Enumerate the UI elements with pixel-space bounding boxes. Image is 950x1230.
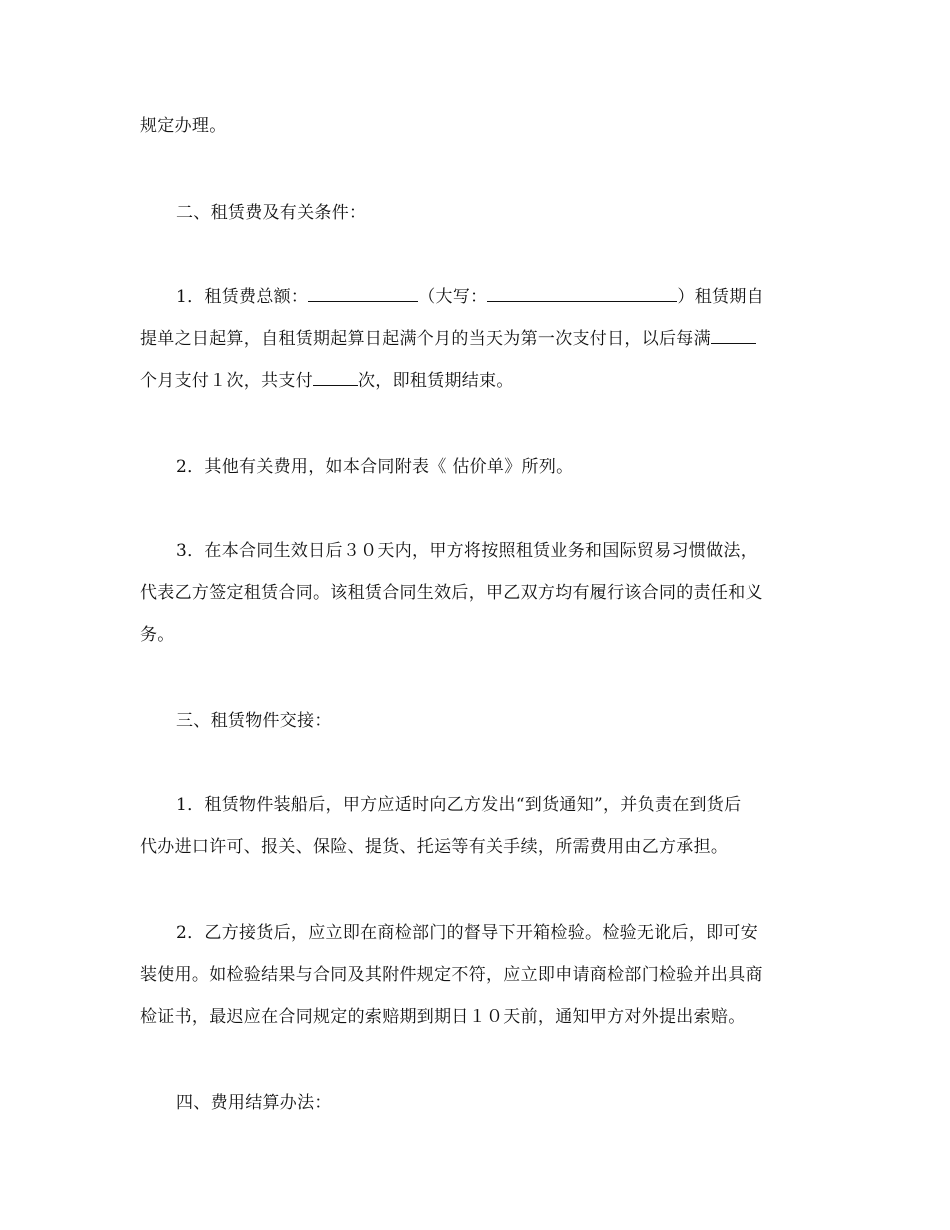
clause-3-2-line-3: 检证书，最迟应在合同规定的索赔期到期日１０天前，通知甲方对外提出索赔。 (140, 1007, 746, 1027)
section-heading-3: 三、租赁物件交接： (176, 711, 332, 731)
text-segment: 个月支付１次，共支付 (140, 371, 313, 391)
clause-2-1-line-2 (140, 327, 756, 351)
fill-blank (487, 285, 677, 302)
text-segment: ）租赁期自 (677, 287, 764, 307)
section-heading-4: 四、费用结算办法： (176, 1093, 332, 1113)
fill-blank (313, 369, 358, 386)
clause-3-1-line-1: 1．租赁物件装船后，甲方应适时向乙方发出“到货通知”，并负责在到货后 (176, 795, 742, 815)
clause-2-3-line-2: 代表乙方签定租赁合同。该租赁合同生效后，甲乙双方均有履行该合同的责任和义 (140, 583, 763, 603)
clause-2-2: 2．其他有关费用，如本合同附表《 估价单》所列。 (176, 457, 574, 477)
fill-blank (308, 285, 418, 302)
text-segment: 次，即租赁期结束。 (358, 371, 514, 391)
clause-2-3-line-1: 3．在本合同生效日后３０天内，甲方将按照租赁业务和国际贸易习惯做法， (176, 541, 759, 561)
clause-2-1-line-3 (140, 369, 514, 393)
text-segment: 1．租赁费总额： (176, 287, 309, 307)
clause-2-3-line-3: 务。 (140, 625, 175, 645)
clause-3-1-line-2: 代办进口许可、报关、保险、提货、托运等有关手续，所需费用由乙方承担。 (140, 837, 729, 857)
text-segment: 提单之日起算，自租赁期起算日起满个月的当天为第一次支付日，以后每满 (140, 329, 711, 349)
clause-2-1-line-1 (176, 285, 764, 309)
clause-3-2-line-1: 2．乙方接货后，应立即在商检部门的督导下开箱检验。检验无讹后，即可安 (176, 923, 759, 943)
clause-3-2-line-2: 装使用。如检验结果与合同及其附件规定不符，应立即申请商检部门检验并出具商 (140, 965, 763, 985)
text-segment: （大写： (418, 287, 488, 307)
text-line: 规定办理。 (140, 116, 227, 136)
section-heading-2: 二、租赁费及有关条件： (176, 203, 367, 223)
fill-blank (711, 327, 756, 344)
